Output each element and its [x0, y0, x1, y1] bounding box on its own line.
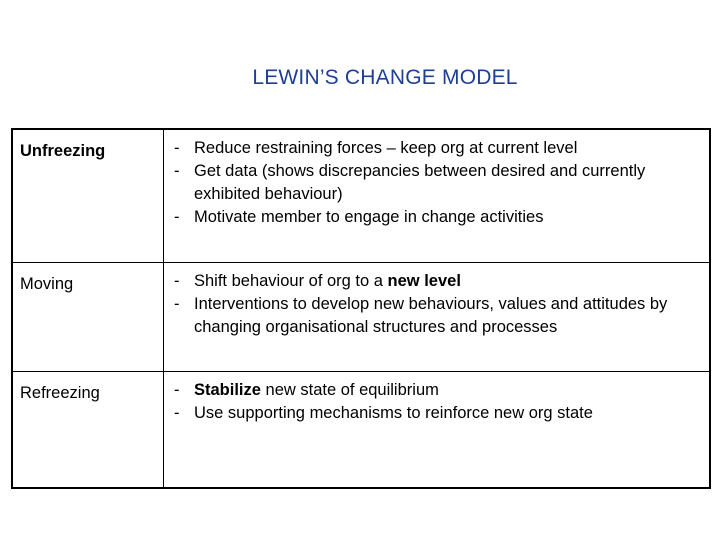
point-text: Get data (shows discrepancies between desired and currently exhibited behaviour) — [194, 162, 646, 203]
point-text: Motivate member to engage in change activities — [194, 208, 544, 226]
bullet-dash: - — [174, 404, 180, 422]
stage-label-refreezing: Refreezing — [20, 384, 100, 402]
bullet-dash: - — [174, 272, 180, 290]
bullet-dash: - — [174, 381, 180, 399]
list-item — [174, 402, 703, 425]
point-text: new state of equilibrium — [260, 381, 439, 399]
bullet-dash: - — [174, 208, 180, 226]
points-cell — [164, 129, 711, 263]
stage-cell — [12, 129, 164, 263]
list-item — [174, 293, 703, 339]
list-item — [174, 270, 703, 293]
points-cell — [164, 263, 711, 372]
point-emphasis: new level — [387, 272, 461, 290]
point-text: Shift behaviour of org to a — [194, 272, 388, 290]
list-item — [174, 137, 703, 160]
point-text: Use supporting mechanisms to reinforce new org state — [194, 404, 593, 422]
point-emphasis: Stabilize — [194, 381, 261, 399]
stage-label-moving: Moving — [20, 275, 74, 293]
points-cell — [164, 372, 711, 489]
point-text: Reduce restraining forces – keep org at current level — [194, 139, 578, 157]
bullet-dash: - — [174, 162, 180, 180]
stage-cell — [12, 372, 164, 489]
table-row — [12, 372, 710, 489]
bullet-dash: - — [174, 139, 180, 157]
list-item — [174, 160, 703, 206]
page-title: LEWIN’S CHANGE MODEL — [252, 66, 518, 89]
bullet-dash: - — [174, 295, 180, 313]
stage-cell — [12, 263, 164, 372]
points-list — [174, 379, 703, 425]
stage-label-unfreezing: Unfreezing — [20, 142, 106, 160]
list-item — [174, 206, 703, 229]
table-row — [12, 129, 710, 263]
point-text: Interventions to develop new behaviours, values and attitudes by changing organisational structures and processes — [194, 295, 668, 336]
points-list — [174, 270, 703, 339]
points-list — [174, 137, 703, 229]
table-row — [12, 263, 710, 372]
change-model-table — [11, 128, 711, 489]
list-item — [174, 379, 703, 402]
